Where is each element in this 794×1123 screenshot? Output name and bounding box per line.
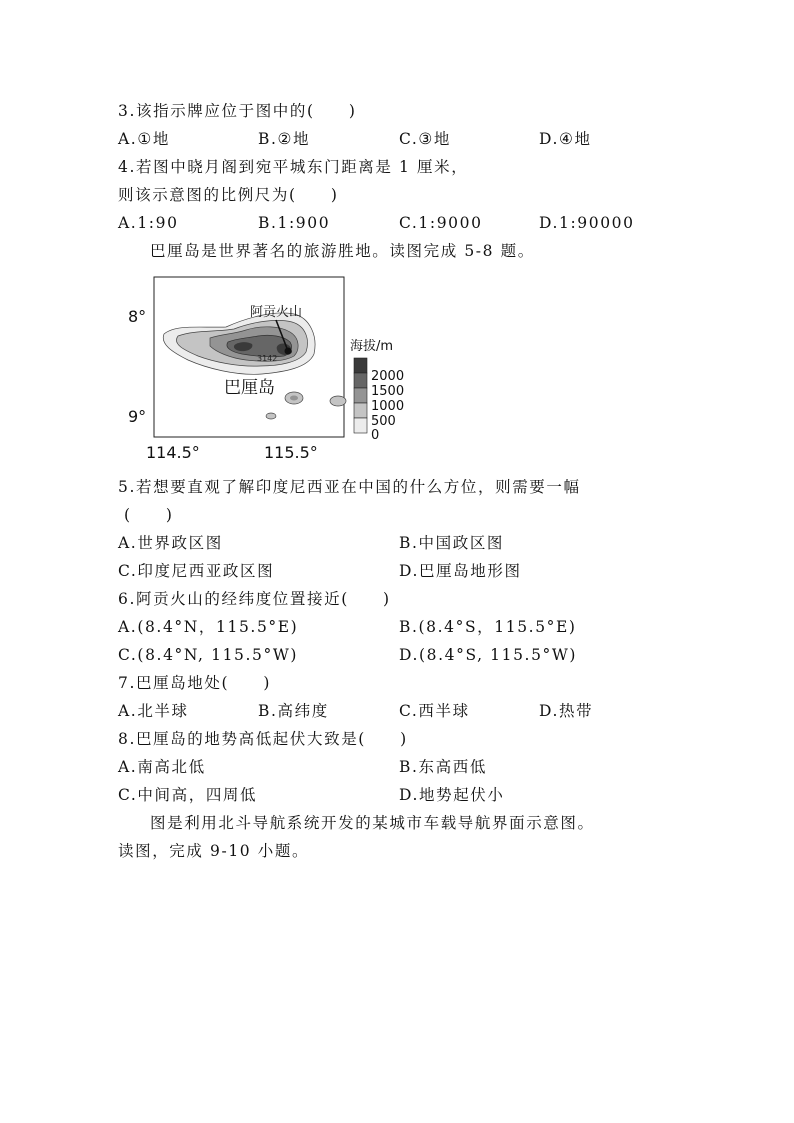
island-label: 巴厘岛 [224,378,275,398]
q5-option-d: D.巴厘岛地形图 [399,562,522,580]
q6-stem: 6.阿贡火山的经纬度位置接近( ) [118,590,391,608]
q6-option-d: D.(8.4°S, 115.5°W) [399,646,578,664]
q3-option-c: C.③地 [399,130,452,148]
q3-option-d: D.④地 [539,130,592,148]
legend-swatch-2000 [354,358,367,373]
legend-swatch-0 [354,418,367,433]
q4-option-d: D.1:90000 [539,214,635,232]
q6-option-a: A.(8.4°N，115.5°E) [118,618,299,636]
q4-option-a: A.1:90 [118,214,179,232]
q3-option-b: B.②地 [258,130,311,148]
legend-value-2000: 2000 [371,369,405,384]
q4-option-b: B.1:900 [258,214,331,232]
intro-9-10-line1: 图是利用北斗导航系统开发的某城市车载导航界面示意图。 [150,814,595,832]
longitude-label-114-5: 114.5° [146,443,200,462]
q4-option-c: C.1:9000 [399,214,483,232]
q5-blank: ( ) [124,506,174,524]
legend-swatch-1500 [354,373,367,388]
q7-stem: 7.巴厘岛地处( ) [118,674,271,692]
q5-option-c: C.印度尼西亚政区图 [118,562,275,580]
q8-stem: 8.巴厘岛的地势高低起伏大致是( ) [118,730,408,748]
volcano-label: 阿贡火山 [250,305,303,320]
q8-option-a: A.南高北低 [118,758,206,776]
q7-option-d: D.热带 [539,702,594,720]
legend-value-500: 500 [371,414,396,429]
legend-value-1000: 1000 [371,399,405,414]
q3-option-a: A.①地 [118,130,170,148]
q4-stem-line2: 则该示意图的比例尺为( ) [118,186,339,204]
elevation-legend [354,358,404,443]
peak-elevation-label: 3142 [257,354,278,363]
south-islet [266,413,276,419]
q5-option-b: B.中国政区图 [399,534,505,552]
legend-value-0: 0 [371,428,380,443]
legend-swatch-500 [354,403,367,418]
q5-stem: 5.若想要直观了解印度尼西亚在中国的什么方位，则需要一幅 [118,478,581,496]
q8-option-b: B.东高西低 [399,758,487,776]
q8-option-c: C.中间高，四周低 [118,786,258,804]
q7-option-c: C.西半球 [399,702,470,720]
legend-value-1500: 1500 [371,384,405,399]
legend-swatch-1000 [354,388,367,403]
latitude-label-9: 9° [128,407,147,426]
intro-5-8: 巴厘岛是世界著名的旅游胜地。读图完成 5-8 题。 [150,242,535,260]
q5-option-a: A.世界政区图 [118,534,223,552]
q3-stem: 3.该指示牌应位于图中的( ) [118,102,357,120]
latitude-label-8: 8° [128,307,147,326]
longitude-label-115-5: 115.5° [264,443,318,462]
bali-topographic-map [124,272,424,472]
intro-9-10-line2: 读图，完成 9-10 小题。 [118,842,310,860]
q7-option-b: B.高纬度 [258,702,329,720]
q6-option-b: B.(8.4°S，115.5°E) [399,618,577,636]
east-island [330,396,346,406]
q6-option-c: C.(8.4°N, 115.5°W) [118,646,299,664]
q8-option-d: D.地势起伏小 [399,786,505,804]
q7-option-a: A.北半球 [118,702,189,720]
q4-stem-line1: 4.若图中晓月阁到宛平城东门距离是 1 厘米， [118,158,469,176]
nusa-penida-inner [290,396,298,401]
legend-title: 海拔/m [350,339,394,354]
